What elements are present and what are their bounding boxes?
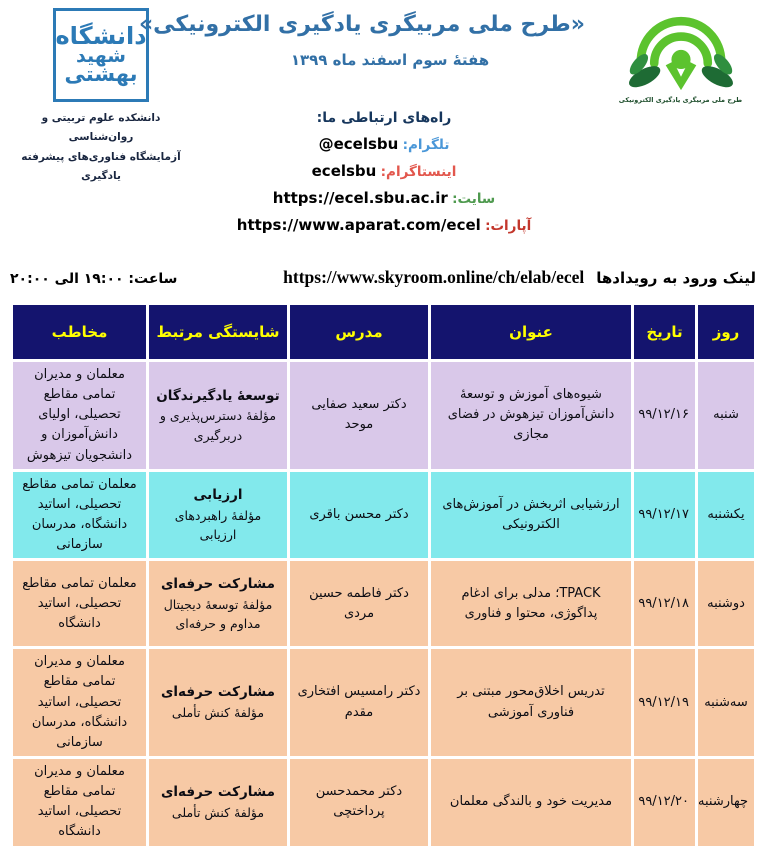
cell-day: شنبه xyxy=(697,361,756,471)
program-logo-caption: طرح ملی مربیگری یادگیری الکترونیکی xyxy=(618,96,743,104)
contact-label: سایت: xyxy=(452,191,496,207)
schedule-table-wrap xyxy=(10,302,757,849)
column-header: عنوان xyxy=(430,304,633,361)
competency-detail: مؤلفهٔ توسعهٔ دیجیتال مداوم و حرفه‌ای xyxy=(163,596,273,632)
competency-detail: مؤلفهٔ دسترس‌پذیری و دربرگیری xyxy=(159,408,277,443)
cell-instructor: دکتر محمدحسن پرداختچی xyxy=(289,757,430,847)
contact-section xyxy=(0,110,768,234)
contact-label: آپارات: xyxy=(485,218,532,234)
competency-title: ارزیابی xyxy=(193,487,243,504)
competency-title: توسعهٔ یادگیرندگان xyxy=(156,387,280,404)
sbu-logo-word: دانشگاه xyxy=(55,21,147,50)
cell-audience: معلمان تمامی مقاطع تحصیلی، اساتید دانشگاه xyxy=(12,560,148,648)
sbu-logo-calligraphy xyxy=(55,21,147,87)
contact-label: تلگرام: xyxy=(402,137,450,153)
page-title: «طرح ملی مربیگری یادگیری الکترونیکی» xyxy=(138,12,585,37)
events-link-url[interactable]: https://www.skyroom.online/ch/elab/ecel xyxy=(283,267,585,287)
table-row xyxy=(12,361,756,471)
cell-audience: معلمان و مدیران تمامی مقاطع تحصیلی، اساتید دانشگاه xyxy=(12,757,148,847)
cell-date: ۹۹/۱۲/۱۹ xyxy=(633,648,697,758)
column-header: مدرس xyxy=(289,304,430,361)
contact-line xyxy=(0,189,768,207)
title-block xyxy=(138,12,585,69)
schedule-table xyxy=(10,302,757,849)
table-row xyxy=(12,757,756,847)
cell-date: ۹۹/۱۲/۱۶ xyxy=(633,361,697,471)
column-header: شایستگی مرتبط xyxy=(148,304,289,361)
competency-title: مشارکت حرفه‌ای xyxy=(161,684,275,701)
cell-day: سه‌شنبه xyxy=(697,648,756,758)
cell-title: مدیریت خود و بالندگی معلمان xyxy=(430,757,633,847)
cell-competency xyxy=(148,757,289,847)
contact-link[interactable]: ecelsbu xyxy=(311,162,377,180)
column-header: تاریخ xyxy=(633,304,697,361)
cell-audience: معلمان تمامی مقاطع تحصیلی، اساتید دانشگاه، مدرسان سازمانی xyxy=(12,470,148,560)
contact-list xyxy=(0,135,768,234)
table-header-row xyxy=(12,304,756,361)
contact-link[interactable]: @ecelsbu xyxy=(318,135,399,153)
cell-day: دوشنبه xyxy=(697,560,756,648)
cell-day: چهارشنبه xyxy=(697,757,756,847)
cell-date: ۹۹/۱۲/۲۰ xyxy=(633,757,697,847)
contact-link[interactable]: https://ecel.sbu.ac.ir xyxy=(272,189,448,207)
contact-line xyxy=(0,135,768,153)
contact-line xyxy=(0,216,768,234)
cell-instructor: دکتر محسن باقری xyxy=(289,470,430,560)
cell-title: تدریس اخلاق‌محور مبتنی بر فناوری آموزشی xyxy=(430,648,633,758)
cell-date: ۹۹/۱۲/۱۷ xyxy=(633,470,697,560)
cell-audience: معلمان و مدیران تمامی مقاطع تحصیلی، اولیای دانش‌آموزان و دانشجویان تیزهوش xyxy=(12,361,148,471)
contact-label: اینستاگرام: xyxy=(380,164,457,180)
competency-title: مشارکت حرفه‌ای xyxy=(161,575,275,592)
cell-title: TPACK؛ مدلی برای ادغام پداگوژی، محتوا و فناوری xyxy=(430,560,633,648)
cell-instructor: دکتر فاطمه حسین مردی xyxy=(289,560,430,648)
info-bar xyxy=(10,267,756,288)
cell-competency xyxy=(148,648,289,758)
events-link-label: لینک ورود به رویدادها xyxy=(596,269,756,287)
session-time: ساعت: ۱۹:۰۰ الی ۲۰:۰۰ xyxy=(10,271,178,287)
competency-detail: مؤلفهٔ راهبردهای ارزیابی xyxy=(174,508,262,543)
faculty-line-1: دانشکده علوم تربیتی و روان‌شناسی xyxy=(41,112,161,144)
competency-title: مشارکت حرفه‌ای xyxy=(161,784,275,801)
cell-date: ۹۹/۱۲/۱۸ xyxy=(633,560,697,648)
cell-title: شیوه‌های آموزش و توسعهٔ دانش‌آموزان تیزهوش در فضای مجازی xyxy=(430,361,633,471)
page-subtitle: هفتهٔ سوم اسفند ماه ۱۳۹۹ xyxy=(290,51,490,69)
program-logo-block xyxy=(603,4,758,104)
sbu-logo-word: بهشتی xyxy=(64,62,138,87)
cell-competency xyxy=(148,470,289,560)
events-entry xyxy=(283,267,756,288)
cell-audience: معلمان و مدیران تمامی مقاطع تحصیلی، اساتید دانشگاه، مدرسان سازمانی xyxy=(12,648,148,758)
column-header: مخاطب xyxy=(12,304,148,361)
table-row xyxy=(12,560,756,648)
elearning-coaching-logo-icon xyxy=(617,4,745,92)
table-row xyxy=(12,648,756,758)
cell-competency xyxy=(148,560,289,648)
cell-instructor: دکتر سعید صفایی موحد xyxy=(289,361,430,471)
competency-detail: مؤلفهٔ کنش تأملی xyxy=(171,705,265,721)
schedule-body xyxy=(12,361,756,848)
contact-link[interactable]: https://www.aparat.com/ecel xyxy=(236,216,481,234)
column-header: روز xyxy=(697,304,756,361)
cell-competency xyxy=(148,361,289,471)
sbu-university-logo xyxy=(53,8,149,102)
cell-title: ارزشیابی اثربخش در آموزش‌های الکترونیکی xyxy=(430,470,633,560)
competency-detail: مؤلفهٔ کنش تأملی xyxy=(171,805,265,821)
table-row xyxy=(12,470,756,560)
faculty-line-2: آزمایشگاه فناوری‌های پیشرفته یادگیری xyxy=(21,150,181,183)
contact-heading: راه‌های ارتباطی ما: xyxy=(316,110,452,126)
cell-instructor: دکتر رامسیس افتخاری مقدم xyxy=(289,648,430,758)
sbu-logo-word: شهید xyxy=(76,45,126,68)
contact-line xyxy=(0,162,768,180)
cell-day: یکشنبه xyxy=(697,470,756,560)
